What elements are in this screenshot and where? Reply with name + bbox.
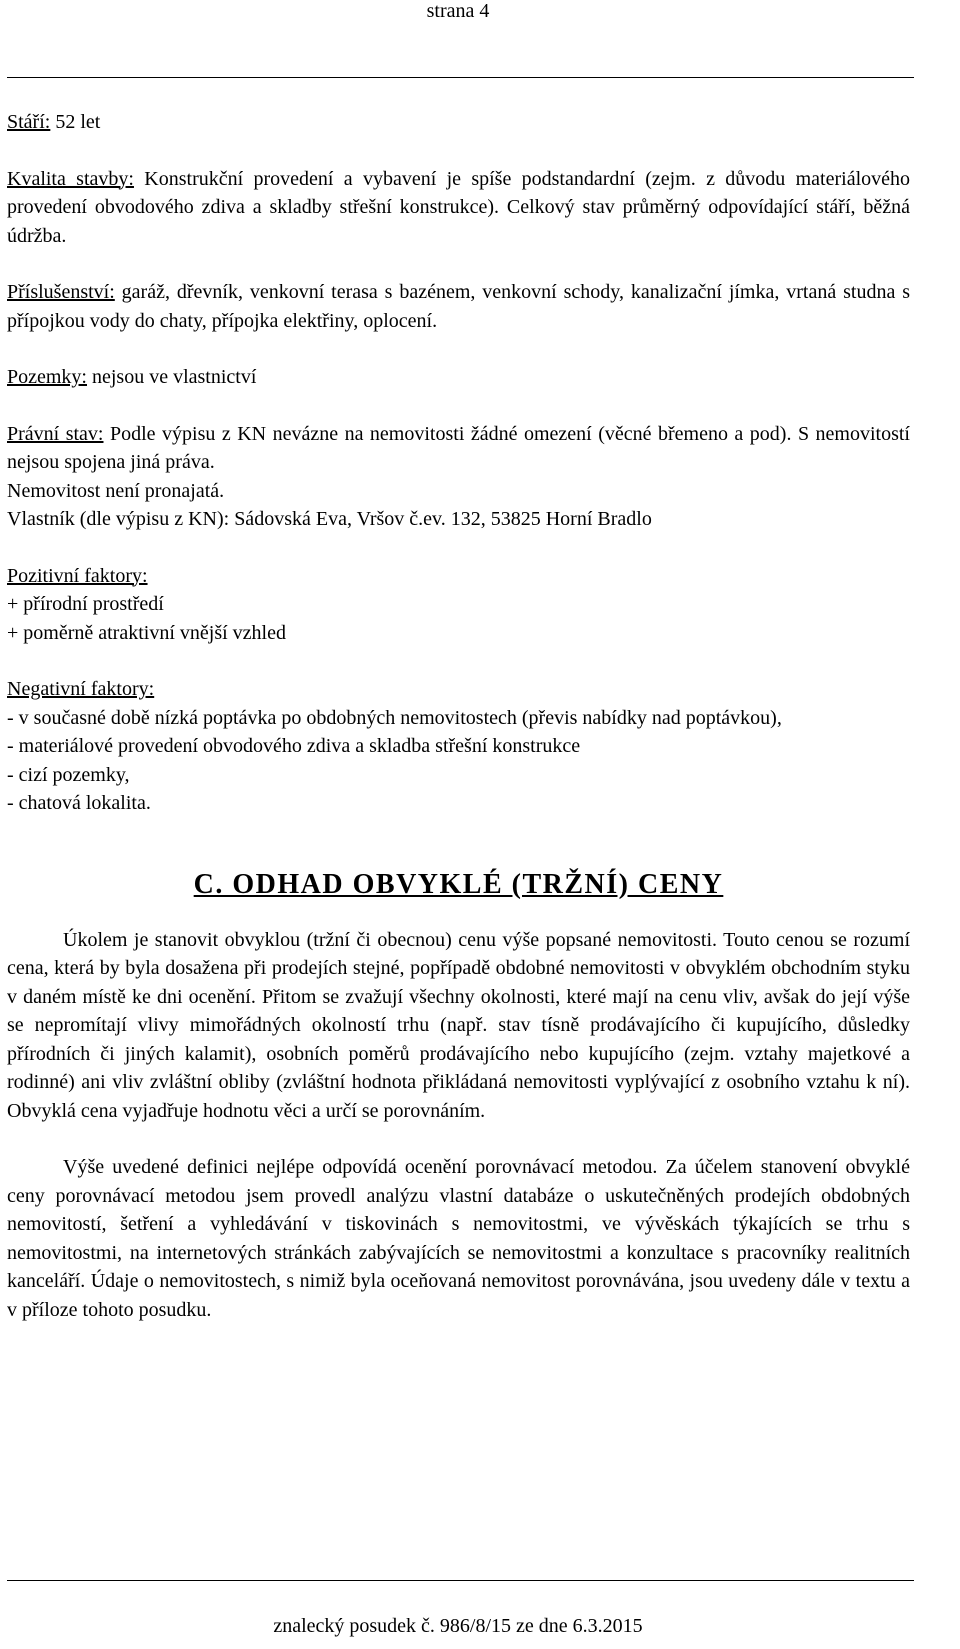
age-text: 52 let <box>50 111 101 133</box>
positive-factors-label: Pozitivní faktory: <box>7 564 148 587</box>
land-paragraph <box>7 363 910 392</box>
quality-label: Kvalita stavby: <box>7 167 134 190</box>
negative-factor-item: - chatová lokalita. <box>7 792 151 814</box>
accessories-text: garáž, dřevník, venkovní terasa s bazénem, venkovní schody, kanalizační jímka, vrtaná studna s přípojkou vody do chaty, přípojka elektřiny, oplocení. <box>7 281 910 332</box>
negative-factor-item: - cizí pozemky, <box>7 763 130 786</box>
legal-paragraph <box>7 420 910 477</box>
positive-factor-item: + poměrně atraktivní vnější vzhled <box>7 621 286 644</box>
accessories-label: Příslušenství: <box>7 281 115 303</box>
negative-factor-item: - v současné době nízká poptávka po obdobných nemovitostech (převis nabídky nad poptávkou), <box>7 706 782 729</box>
quality-text: Konstrukční provedení a vybavení je spíše podstandardní (zejm. z důvodu materiálového provedení obvodového zdiva a skladby střešní konstrukce). Celkový stav průměrný odpovídající stáří, běžná údržba. <box>7 167 911 247</box>
legal-text: Podle výpisu z KN nevázne na nemovitosti žádné omezení (věcné břemeno a pod). S nemovitostí nejsou spojena jiná práva. <box>7 422 910 473</box>
header-rule <box>7 77 914 78</box>
section-c-heading: C. ODHAD OBVYKLÉ (TRŽNÍ) CENY <box>193 868 724 900</box>
age-paragraph <box>7 108 910 137</box>
age-label: Stáří: <box>7 111 51 133</box>
quality-paragraph <box>7 165 910 251</box>
footer-text: znalecký posudek č. 986/8/15 ze dne 6.3.2015 <box>273 1615 643 1637</box>
positive-factor-item: + přírodní prostředí <box>7 593 164 615</box>
land-text: nejsou ve vlastnictví <box>87 366 257 388</box>
page-number-header: strana 4 <box>426 0 490 22</box>
legal-owner-line: Vlastník (dle výpisu z KN): Sádovská Eva, Vršov č.ev. 132, 53825 Horní Bradlo <box>7 508 652 530</box>
legal-label: Právní stav: <box>7 422 104 445</box>
footer-rule <box>7 1580 914 1581</box>
land-label: Pozemky: <box>7 366 87 388</box>
negative-factors-label: Negativní faktory: <box>7 678 155 700</box>
negative-factor-item: - materiálové provedení obvodového zdiva a skladba střešní konstrukce <box>7 735 581 757</box>
accessories-paragraph <box>7 278 910 335</box>
legal-rental-line: Nemovitost není pronajatá. <box>7 479 225 502</box>
document-body <box>7 108 910 1324</box>
section-c-paragraph: Úkolem je stanovit obvyklou (tržní či obecnou) cenu výše popsané nemovitosti. Touto cenou se rozumí cena, která by byla dosažena při prodejích stejné, popřípadě obdobné nemovitosti v obvyklém obchodním styku v daném místě ke dni ocenění. Přitom se zvažují všechny okolnosti, které mají na cenu vliv, avšak do její výše se nepromítají vlivy mimořádných okolností trhu (např. stav tísně prodávajícího či kupujícího, důsledky přírodních či jiných kalamit), osobních poměrů prodávajícího nebo kupujícího (zejm. vztahy majetkové a rodinné) ani vliv zvláštní obliby (zvláštní hodnota přikládaná nemovitosti vyplývající z osobního vztahu k ní). Obvyklá cena vyjadřuje hodnotu věci a určí se porovnáním. <box>7 928 910 1122</box>
section-c-paragraph: Výše uvedené definici nejlépe odpovídá ocenění porovnávací metodou. Za účelem stanovení obvyklé ceny porovnávací metodou jsem provedl analýzu vlastní databáze o uskutečněných prodejích obdobných nemovitostí, šetření a vyhledávání v tiskovinách s nemovitostmi, ve vývěskách týkajících se trhu s nemovitostmi, na internetových stránkách zabývajících se nemovitostmi a konzultace s pracovníky realitních kanceláří. Údaje o nemovitostech, s nimiž byla oceňovaná nemovitost porovnávána, jsou uvedeny dále v textu a v příloze tohoto posudku. <box>7 1156 910 1321</box>
